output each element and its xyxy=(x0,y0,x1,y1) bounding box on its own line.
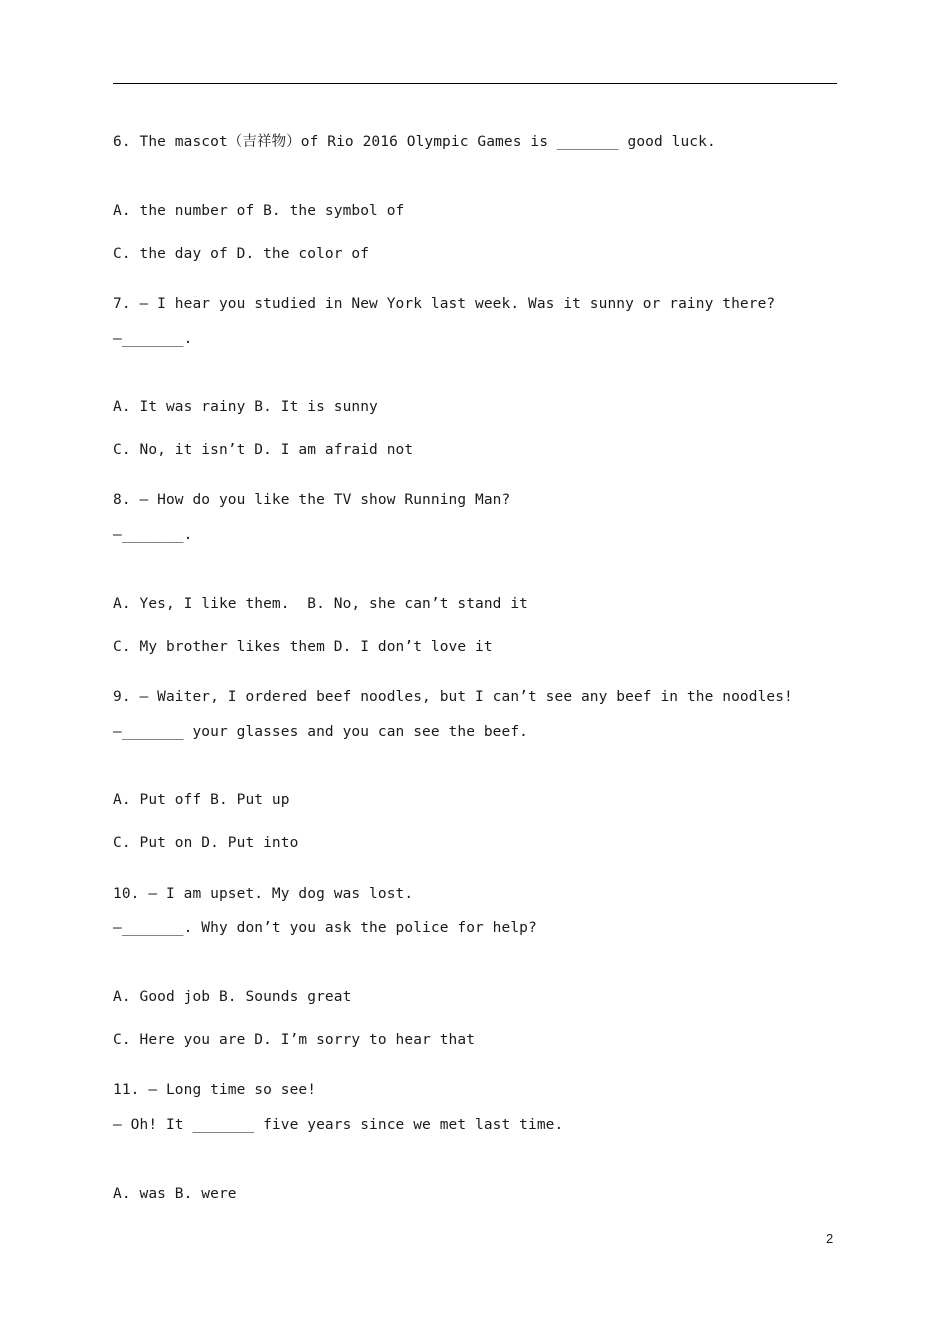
question-11-options-ab: A. was B. were xyxy=(113,1186,237,1202)
header-rule xyxy=(113,83,837,84)
question-10-options-cd: C. Here you are D. I’m sorry to hear that xyxy=(113,1032,476,1048)
question-10-stem: 10. — I am upset. My dog was lost. xyxy=(113,886,414,902)
question-9-options-ab: A. Put off B. Put up xyxy=(113,792,290,808)
question-8-stem: 8. — How do you like the TV show Running Man? xyxy=(113,492,511,508)
question-11-reply: — Oh! It _______ five years since we met last time. xyxy=(113,1117,564,1133)
question-10-options-ab: A. Good job B. Sounds great xyxy=(113,989,352,1005)
question-9-stem: 9. — Waiter, I ordered beef noodles, but I can’t see any beef in the noodles! xyxy=(113,689,793,705)
question-10-reply: —_______. Why don’t you ask the police for help? xyxy=(113,920,537,936)
question-11-stem: 11. — Long time so see! xyxy=(113,1082,317,1098)
question-7-stem: 7. — I hear you studied in New York last week. Was it sunny or rainy there? xyxy=(113,296,776,312)
question-8-reply: —_______. xyxy=(113,527,193,543)
question-7-options-ab: A. It was rainy B. It is sunny xyxy=(113,399,378,415)
question-8-options-ab: A. Yes, I like them. B. No, she can’t stand it xyxy=(113,596,528,612)
question-7-options-cd: C. No, it isn’t D. I am afraid not xyxy=(113,442,414,458)
question-8-options-cd: C. My brother likes them D. I don’t love it xyxy=(113,639,493,655)
question-9-reply: —_______ your glasses and you can see the beef. xyxy=(113,724,528,740)
question-7-reply: —_______. xyxy=(113,331,193,347)
question-6-options-ab: A. the number of B. the symbol of xyxy=(113,203,405,219)
question-9-options-cd: C. Put on D. Put into xyxy=(113,835,299,851)
page-number: 2 xyxy=(826,1231,834,1246)
question-6-stem: 6. The mascot（吉祥物）of Rio 2016 Olympic Games is _______ good luck. xyxy=(113,134,716,150)
question-6-options-cd: C. the day of D. the color of xyxy=(113,246,370,262)
